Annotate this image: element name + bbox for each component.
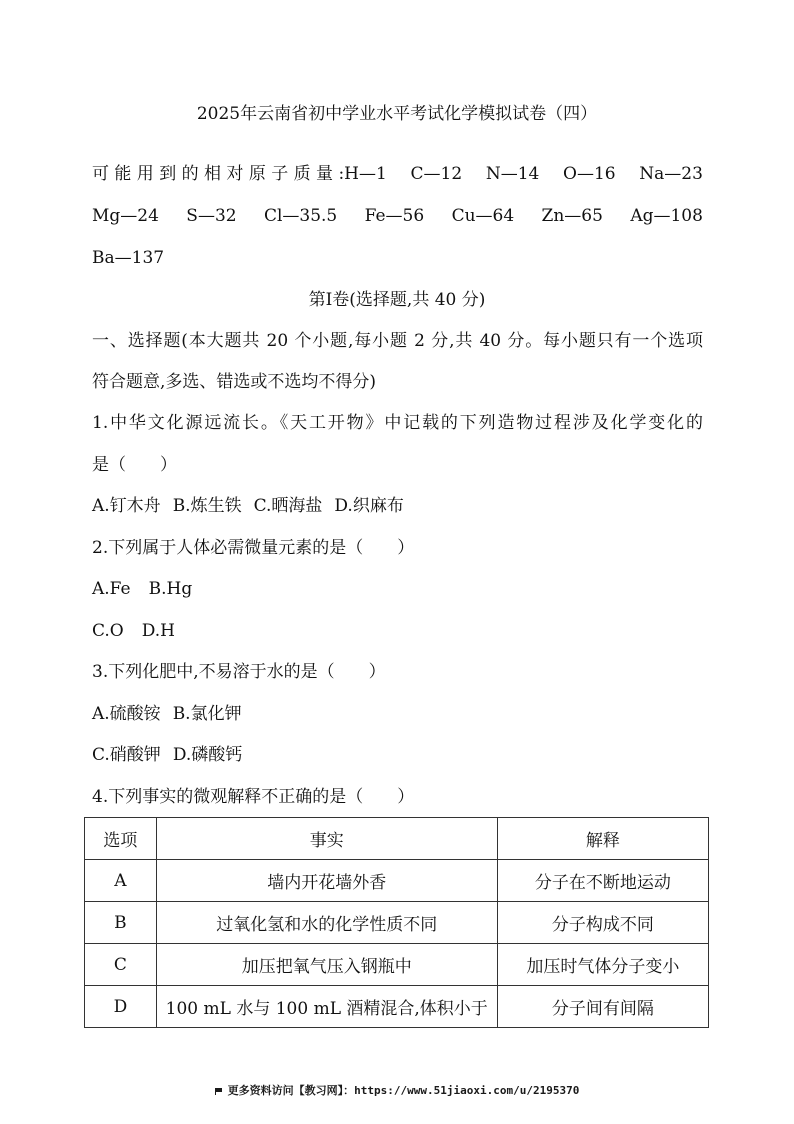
- table-cell: 分子构成不同: [497, 902, 708, 944]
- option-c[interactable]: C.O: [92, 621, 124, 641]
- table-cell: 墙内开花墙外香: [156, 860, 497, 902]
- question-1-stem-line-1: 1.中华文化源远流长。《天工开物》中记载的下列造物过程涉及化学变化的: [92, 413, 703, 433]
- table-cell: D: [85, 986, 157, 1028]
- question-1-stem-line-2: 是（ ）: [92, 455, 177, 475]
- table-header: 解释: [497, 818, 708, 860]
- table-row: [85, 944, 709, 986]
- footer: [0, 1082, 794, 1098]
- table-row: [85, 860, 709, 902]
- atomic-mass-item: Zn—65: [541, 206, 603, 226]
- table-cell: 加压时气体分子变小: [497, 944, 708, 986]
- atomic-mass-item: Cl—35.5: [263, 206, 338, 226]
- table-header-row: [85, 818, 709, 860]
- atomic-mass-item: Fe—56: [364, 206, 425, 226]
- table-row: [85, 986, 709, 1028]
- table-cell: C: [85, 944, 157, 986]
- atomic-mass-row-2: [92, 204, 703, 228]
- atomic-mass-item: Ag—108: [630, 206, 703, 226]
- option-d[interactable]: D.织麻布: [334, 496, 404, 516]
- option-b[interactable]: B.Hg: [148, 579, 193, 599]
- atomic-mass-item: Mg—24: [92, 206, 159, 226]
- option-b[interactable]: B.炼生铁: [172, 496, 242, 516]
- flag-icon: [215, 1088, 224, 1095]
- question-3-options-row-1: [92, 702, 242, 726]
- question-3-options-row-2: [92, 743, 242, 767]
- section-intro-line-2: 符合题意,多选、错选或不选均不得分): [92, 372, 377, 392]
- atomic-mass-item: Cu—64: [451, 206, 515, 226]
- part-title: 第Ⅰ卷(选择题,共 40 分): [308, 290, 486, 310]
- atomic-mass-row-1: [92, 162, 703, 186]
- table-header: 选项: [85, 818, 157, 860]
- table-cell: 100 mL 水与 100 mL 酒精混合,体积小于: [156, 986, 497, 1028]
- atomic-mass-item: N—14: [485, 164, 540, 184]
- table-cell: 分子间有间隔: [497, 986, 708, 1028]
- atomic-mass-row-3: [92, 246, 164, 270]
- atomic-mass-item: Ba—137: [92, 248, 165, 268]
- atomic-mass-item: C—12: [410, 164, 463, 184]
- section-intro-line-1: 一、选择题(本大题共 20 个小题,每小题 2 分,共 40 分。每小题只有一个选项: [92, 331, 703, 351]
- question-2-options-row-1: [92, 577, 192, 601]
- option-c[interactable]: C.硝酸钾: [92, 745, 161, 765]
- option-d[interactable]: D.磷酸钙: [172, 745, 243, 765]
- option-d[interactable]: D.H: [141, 621, 176, 641]
- footer-link[interactable]: 更多资料访问【教习网】：https://www.51jiaoxi.com/u/2195370: [227, 1084, 580, 1097]
- question-2-options-row-2: [92, 619, 175, 643]
- table-row: [85, 902, 709, 944]
- option-b[interactable]: B.氯化钾: [172, 704, 242, 724]
- table-cell: B: [85, 902, 157, 944]
- table-cell: 分子在不断地运动: [497, 860, 708, 902]
- option-c[interactable]: C.晒海盐: [253, 496, 323, 516]
- atomic-mass-item: Na—23: [639, 164, 703, 184]
- table-header: 事实: [156, 818, 497, 860]
- atomic-mass-item: O—16: [563, 164, 616, 184]
- question-1-options: [92, 494, 404, 518]
- table-cell: A: [85, 860, 157, 902]
- exam-title: 2025年云南省初中学业水平考试化学模拟试卷（四）: [196, 104, 598, 124]
- question-4-stem: 4.下列事实的微观解释不正确的是（ ）: [92, 787, 415, 807]
- question-2-stem: 2.下列属于人体必需微量元素的是（ ）: [92, 538, 415, 558]
- table-cell: 加压把氧气压入钢瓶中: [156, 944, 497, 986]
- atomic-mass-item: S—32: [186, 206, 237, 226]
- table-cell: 过氧化氢和水的化学性质不同: [156, 902, 497, 944]
- facts-table: [84, 817, 709, 1028]
- option-a[interactable]: A.Fe: [92, 579, 131, 599]
- atomic-mass-prefix: 可 能 用 到 的 相 对 原 子 质 量 :H—1: [92, 164, 387, 184]
- question-3-stem: 3.下列化肥中,不易溶于水的是（ ）: [92, 662, 386, 682]
- option-a[interactable]: A.硫酸铵: [92, 704, 161, 724]
- option-a[interactable]: A.钉木舟: [92, 496, 161, 516]
